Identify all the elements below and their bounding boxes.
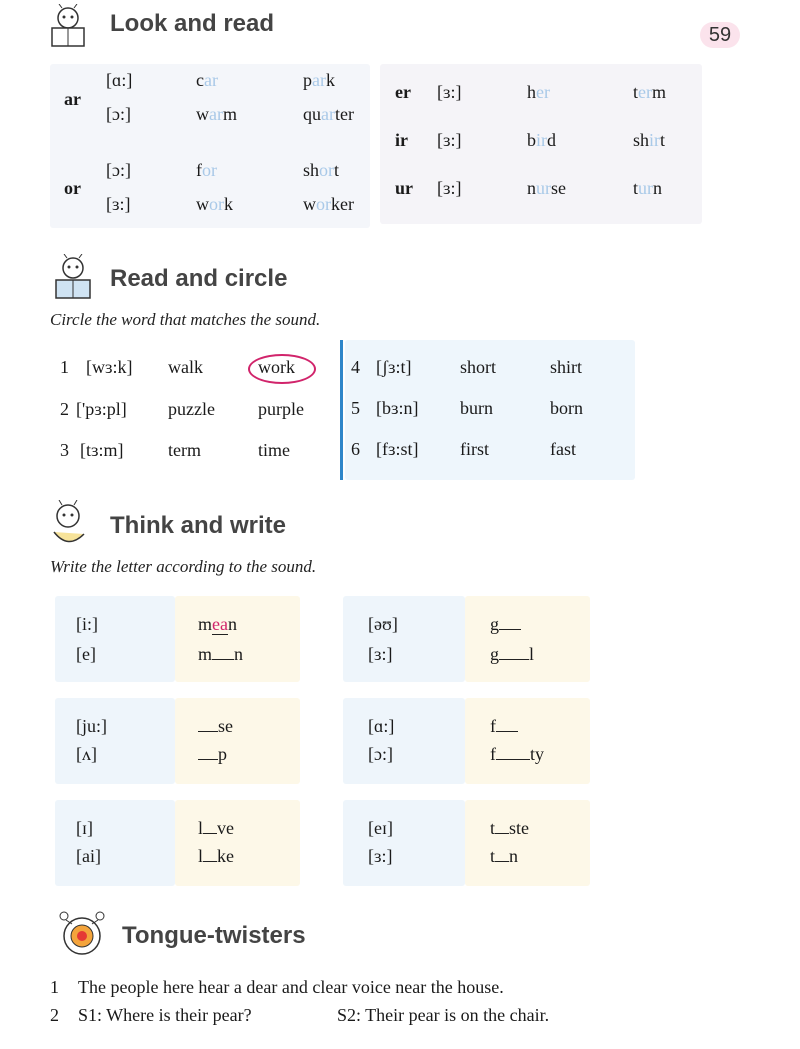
option-circled[interactable]: work bbox=[258, 357, 295, 377]
letters-er: er bbox=[395, 82, 411, 102]
item-number: 3 bbox=[60, 440, 69, 460]
sound: [ɑ:] bbox=[106, 70, 133, 90]
sound: [ɜ:] bbox=[437, 130, 462, 150]
word-bird: bird bbox=[527, 130, 556, 150]
section-title-think-and-write: Think and write bbox=[110, 512, 287, 539]
sound: [ɪ] bbox=[76, 818, 93, 838]
fill-blank-word[interactable]: f ty bbox=[490, 744, 545, 764]
sound: [ɜ:] bbox=[106, 194, 131, 214]
option[interactable]: puzzle bbox=[168, 399, 215, 419]
sound: [ɜ:] bbox=[368, 644, 393, 664]
sound: [ɜ:] bbox=[437, 82, 462, 102]
sound: [ɔ:] bbox=[106, 160, 131, 180]
option[interactable]: born bbox=[550, 398, 583, 418]
line-number: 2 bbox=[50, 1005, 59, 1025]
mascot-book-icon bbox=[50, 254, 96, 302]
sound: [bɜ:n] bbox=[376, 398, 419, 418]
fill-blank-word[interactable]: g l bbox=[490, 644, 535, 664]
fill-blank-word[interactable]: l ke bbox=[198, 846, 235, 866]
sound: [ʃɜ:t] bbox=[376, 357, 412, 377]
sound: [ɜ:] bbox=[368, 846, 393, 866]
sound: ['pɜ:pl] bbox=[76, 399, 127, 419]
example-word: mean bbox=[198, 614, 237, 634]
mascot-thinking-icon bbox=[46, 500, 92, 548]
word-work: work bbox=[196, 194, 233, 214]
fill-blank-word[interactable]: m n bbox=[198, 644, 244, 664]
sound: [i:] bbox=[76, 614, 98, 634]
fill-blank-word[interactable]: t ste bbox=[490, 818, 530, 838]
sound: [ʌ] bbox=[76, 744, 97, 764]
sound: [wɜ:k] bbox=[86, 357, 133, 377]
fill-blank-word[interactable]: l ve bbox=[198, 818, 235, 838]
word-shirt: shirt bbox=[633, 130, 666, 150]
word-short: short bbox=[303, 160, 340, 180]
sound: [fɜ:st] bbox=[376, 439, 419, 459]
option[interactable]: time bbox=[258, 440, 290, 460]
mascot-target-icon bbox=[54, 910, 110, 962]
item-number: 5 bbox=[351, 398, 360, 418]
word-turn: turn bbox=[633, 178, 663, 198]
word-worker: worker bbox=[303, 194, 354, 214]
sound: [ɔ:] bbox=[106, 104, 131, 124]
dialogue-s2: S2: Their pear is on the chair. bbox=[337, 1005, 550, 1025]
sound: [e] bbox=[76, 644, 96, 664]
option[interactable]: shirt bbox=[550, 357, 583, 377]
option[interactable]: purple bbox=[258, 399, 304, 419]
option[interactable]: first bbox=[460, 439, 489, 459]
dialogue-s1: S1: Where is their pear? bbox=[78, 1005, 252, 1025]
fill-blank-word[interactable]: g bbox=[490, 614, 521, 635]
letters-ar: ar bbox=[64, 89, 81, 109]
sound: [tɜ:m] bbox=[80, 440, 124, 460]
word-her: her bbox=[527, 82, 550, 102]
letters-or: or bbox=[64, 178, 81, 198]
option[interactable]: walk bbox=[168, 357, 203, 377]
sound: [ɜ:] bbox=[437, 178, 462, 198]
item-number: 4 bbox=[351, 357, 360, 377]
item-number: 1 bbox=[60, 357, 69, 377]
instruction: Write the letter according to the sound. bbox=[50, 557, 317, 576]
fill-blank-word[interactable]: t n bbox=[490, 846, 519, 866]
fill-blank-word[interactable]: se bbox=[198, 716, 233, 737]
sound: [ɔ:] bbox=[368, 744, 393, 764]
word-nurse: nurse bbox=[527, 178, 566, 198]
word-for: for bbox=[196, 160, 217, 180]
option[interactable]: term bbox=[168, 440, 201, 460]
fill-blank-word[interactable]: f bbox=[490, 716, 518, 737]
sound: [əʊ] bbox=[368, 614, 398, 634]
option[interactable]: short bbox=[460, 357, 496, 377]
section-title-tongue-twisters: Tongue-twisters bbox=[122, 922, 306, 949]
sound: [ai] bbox=[76, 846, 101, 866]
section-title-look-and-read: Look and read bbox=[110, 10, 275, 37]
instruction: Circle the word that matches the sound. bbox=[50, 310, 321, 329]
word-warm: warm bbox=[196, 104, 237, 124]
section-title-read-and-circle: Read and circle bbox=[110, 265, 288, 292]
option[interactable]: burn bbox=[460, 398, 493, 418]
word-quarter: quarter bbox=[303, 104, 354, 124]
item-number: 2 bbox=[60, 399, 69, 419]
letters-ir: ir bbox=[395, 130, 408, 150]
page-number: 59 bbox=[700, 22, 740, 48]
mascot-reading-icon bbox=[46, 4, 90, 50]
line-number: 1 bbox=[50, 977, 59, 997]
sound: [ɑ:] bbox=[368, 716, 395, 736]
letters-ur: ur bbox=[395, 178, 413, 198]
word-term: term bbox=[633, 82, 667, 102]
word-park: park bbox=[303, 70, 335, 90]
sound: [ju:] bbox=[76, 716, 107, 736]
option[interactable]: fast bbox=[550, 439, 576, 459]
word-car: car bbox=[196, 70, 218, 90]
divider bbox=[340, 340, 343, 480]
sound: [eɪ] bbox=[368, 818, 393, 838]
item-number: 6 bbox=[351, 439, 360, 459]
tongue-twister-line: The people here hear a dear and clear voice near the house. bbox=[78, 977, 504, 997]
fill-blank-word[interactable]: p bbox=[198, 744, 227, 765]
